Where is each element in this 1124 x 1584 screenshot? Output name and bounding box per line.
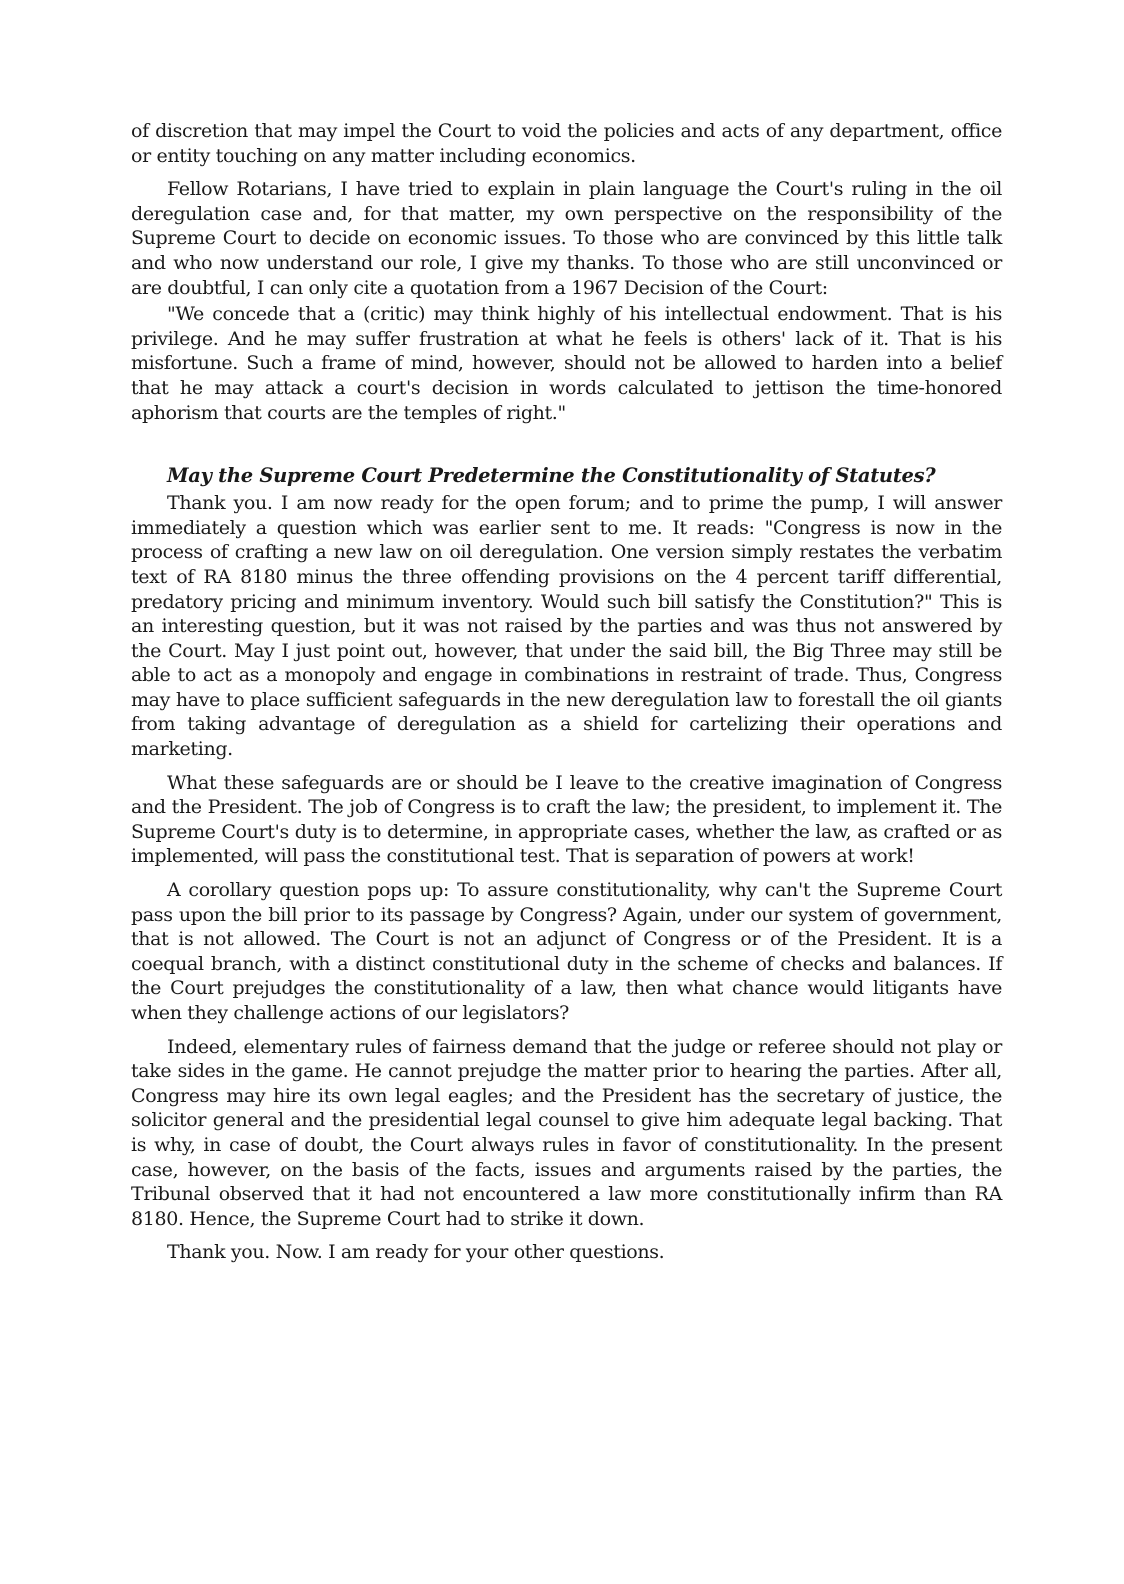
paragraph-safeguards: What these safeguards are or should be I leave to the creative imagination of Congress and the President. The job of Congress is to craft the law; the president, to implement it. The Supreme Court's duty is to determine, in appropriate cases, whether the law, as crafted or as implemented, will pass the constitutional test. That is separation of powers at work! (131, 771, 1002, 868)
section-heading: May the Supreme Court Predetermine the Constitutionality of Statutes? (167, 464, 936, 488)
paragraph-fairness: Indeed, elementary rules of fairness demand that the judge or referee should not play or take sides in the game. He cannot prejudge the matter prior to hearing the parties. After all, Congress may hire its own legal eagles; and the President has the secretary of justice, the solicitor general and the presidential legal counsel to give him adequate legal backing. That is why, in case of doubt, the Court always rules in favor of constitutionality. In the present case, however, on the basis of the facts, issues and arguments raised by the parties, the Tribunal observed that it had not encountered a law more constitutionally infirm than RA 8180. Hence, the Supreme Court had to strike it down. (131, 1035, 1002, 1230)
paragraph-open-forum: Thank you. I am now ready for the open forum; and to prime the pump, I will answer immediately a question which was earlier sent to me. It reads: "Congress is now in the process of crafting a new law on oil deregulation. One version simply restates the verbatim text of RA 8180 minus the three offending provisions on the 4 percent tariff differential, predatory pricing and minimum inventory. Would such bill satisfy the Constitution?" This is an interesting question, but it was not raised by the parties and was thus not answered by the Court. May I just point out, however, that under the said bill, the Big Three may still be able to act as a monopoly and engage in combinations in restraint of trade. Thus, Congress may have to place sufficient safeguards in the new deregulation law to forestall the oil giants from taking advantage of deregulation as a shield for cartelizing their operations and marketing. (131, 492, 1002, 761)
paragraph-corollary-question: A corollary question pops up: To assure constitutionality, why can't the Supreme Court pass upon the bill prior to its passage by Congress? Again, under our system of government, that is not allowed. The Court is not an adjunct of Congress or of the President. It is a coequal branch, with a distinct constitutional duty in the scheme of checks and balances. If the Court prejudges the constitutionality of a law, then what chance would litigants have when they challenge actions of our legislators? (131, 879, 1002, 1024)
document-page (131, 119, 1002, 1265)
paragraph-fellow-rotarians: Fellow Rotarians, I have tried to explain in plain language the Court's ruling in the oil deregulation case and, for that matter, my own perspective on the responsibility of the Supreme Court to decide on economic issues. To those who are convinced by this little talk and who now understand our role, I give my thanks. To those who are still unconvinced or are doubtful, I can only cite a quotation from a 1967 Decision of the Court: (131, 178, 1002, 299)
paragraph-closing: Thank you. Now. I am ready for your other questions. (167, 1241, 665, 1264)
paragraph-quotation: "We concede that a (critic) may think highly of his intellectual endowment. That is his privilege. And he may suffer frustration at what he feels is others' lack of it. That is his misfortune. Such a frame of mind, however, should not be allowed to harden into a belief that he may attack a court's decision in words calculated to jettison the time-honored aphorism that courts are the temples of right." (131, 303, 1002, 424)
paragraph-continuation: of discretion that may impel the Court to void the policies and acts of any department, office or entity touching on any matter including economics. (131, 120, 1002, 167)
